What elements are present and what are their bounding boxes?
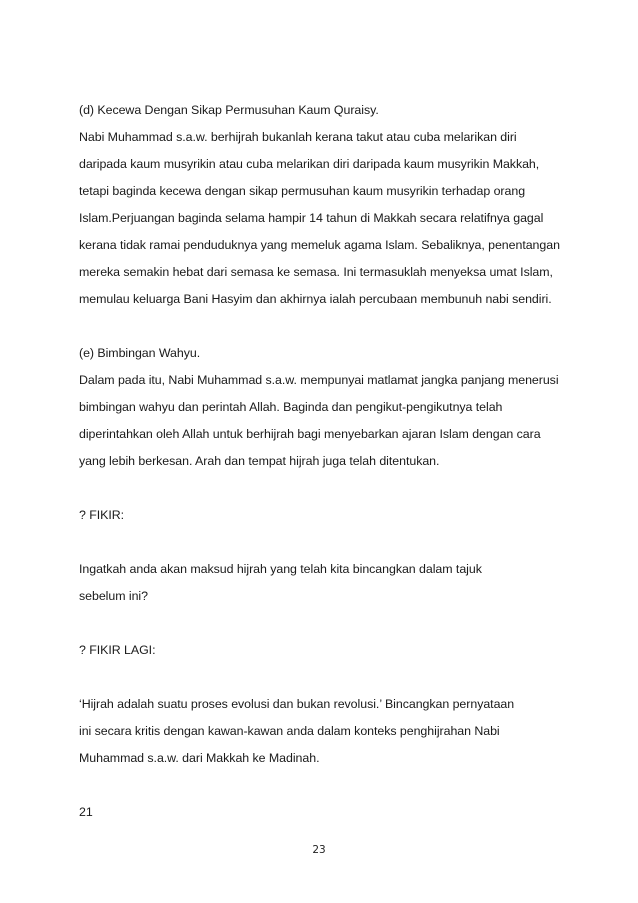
section-d-line: memulau keluarga Bani Hasyim dan akhirnya ialah percubaan membunuh nabi sendiri.: [79, 292, 552, 306]
fikir-line: Ingatkah anda akan maksud hijrah yang telah kita bincangkan dalam tajuk: [79, 562, 482, 576]
section-d-line: Nabi Muhammad s.a.w. berhijrah bukanlah kerana takut atau cuba melarikan diri: [79, 130, 517, 144]
section-d-line: mereka semakin hebat dari semasa ke semasa. Ini termasuklah menyeksa umat Islam,: [79, 265, 553, 279]
fikir-line: sebelum ini?: [79, 589, 148, 603]
fikir-lagi-line: ‘Hijrah adalah suatu proses evolusi dan bukan revolusi.’ Bincangkan pernyataan: [79, 697, 515, 711]
section-d-line: kerana tidak ramai penduduknya yang memeluk agama Islam. Sebaliknya, penentangan: [79, 238, 560, 252]
section-d-line: daripada kaum musyrikin atau cuba melarikan diri daripada kaum musyrikin Makkah,: [79, 157, 540, 171]
fikir-lagi-line: ini secara kritis dengan kawan-kawan anda dalam konteks penghijrahan Nabi: [79, 724, 500, 738]
fikir-lagi-line: Muhammad s.a.w. dari Makkah ke Madinah.: [79, 751, 320, 765]
fikir-heading: ? FIKIR:: [79, 508, 125, 522]
section-e-line: yang lebih berkesan. Arah dan tempat hijrah juga telah ditentukan.: [79, 454, 440, 468]
section-e-line: diperintahkan oleh Allah untuk berhijrah bagi menyebarkan ajaran Islam dengan cara: [79, 427, 541, 441]
original-page-number: 21: [79, 805, 93, 819]
fikir-lagi-heading: ? FIKIR LAGI:: [79, 643, 156, 657]
section-d-heading: (d) Kecewa Dengan Sikap Permusuhan Kaum Quraisy.: [79, 103, 379, 117]
footer-page-number: 23: [312, 844, 326, 856]
section-d-line: tetapi baginda kecewa dengan sikap permusuhan kaum musyrikin terhadap orang: [79, 184, 526, 198]
section-e-line: bimbingan wahyu dan perintah Allah. Baginda dan pengikut-pengikutnya telah: [79, 400, 503, 414]
section-e-heading: (e) Bimbingan Wahyu.: [79, 346, 201, 360]
section-d-line: Islam.Perjuangan baginda selama hampir 14 tahun di Makkah secara relatifnya gagal: [79, 211, 544, 225]
section-e-line: Dalam pada itu, Nabi Muhammad s.a.w. mempunyai matlamat jangka panjang menerusi: [79, 373, 559, 387]
